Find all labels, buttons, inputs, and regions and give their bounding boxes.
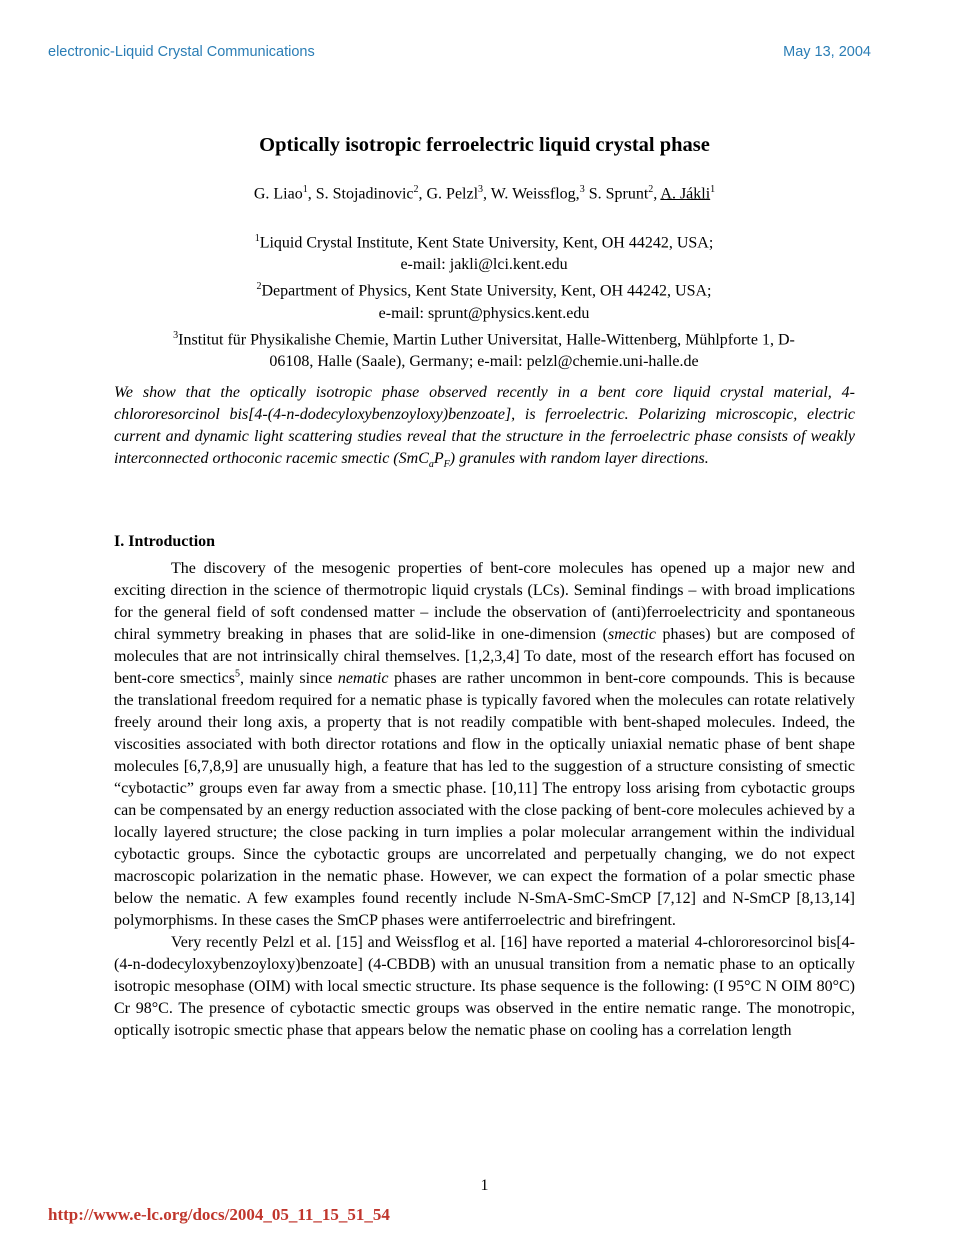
abstract-subscript: a	[428, 459, 434, 471]
italic-term: nematic	[337, 670, 389, 687]
author-affil-marker: 3	[478, 184, 484, 195]
text-run: , mainly since	[240, 670, 338, 687]
affil-text: Liquid Crystal Institute, Kent State University, Kent, OH 44242, USA;	[259, 234, 714, 252]
affiliation-3	[112, 325, 856, 351]
section-heading: I. Introduction	[114, 533, 216, 550]
abstract-text: We show that the optically isotropic phase observed recently in a bent core liquid crystal material, 4-chlororesorcinol bis[4-(4-n-dodecyloxybenzoyloxy)benzoate], is ferroelectric. Polarizing microscopic, electric current and dynamic light scattering studies reveal that the structure in the ferroelectric phase consists of weakly interconnected orthoconic racemic smectic (SmC	[114, 384, 855, 467]
abstract-text: ) granules with random layer directions.	[449, 450, 709, 467]
author-name: , S. Stojadinovic	[307, 185, 414, 203]
body-text	[114, 558, 855, 1042]
author-name: , G. Pelzl	[418, 185, 479, 203]
author-affil-marker: 3	[579, 184, 585, 195]
page-number: 1	[480, 1177, 489, 1194]
text-run: The discovery of the mesogenic properties of bent-core molecules has opened up a major new and exciting direction in the science of thermotropic liquid crystals (LCs). Seminal findings – with broad implications for the general field of soft condensed matter – include the observation of (anti)ferroelectricity and spontaneous chiral symmetry breaking in phases that are solid-like in one-dimension (	[114, 560, 855, 643]
abstract-text: P	[433, 450, 444, 467]
corresponding-author: A. Jákli	[660, 185, 711, 203]
affil-marker: 1	[254, 233, 260, 244]
author-name: G. Liao	[253, 185, 303, 203]
affiliation-3-cont: 06108, Halle (Saale), Germany; e-mail: pelzl@chemie.uni-halle.de	[269, 352, 699, 370]
paragraph	[114, 558, 855, 932]
affiliation-2-email: e-mail: sprunt@physics.kent.edu	[378, 304, 590, 322]
document-url[interactable]: http://www.e-lc.org/docs/2004_05_11_15_51_54	[48, 1205, 390, 1224]
affil-marker: 2	[256, 281, 262, 293]
text-run: Very recently Pelzl et al. [15] and Weissflog et al. [16] have reported a material 4-chlororesorcinol bis[4-(4-n-dodecyloxybenzoyloxy)benzoate] (4-CBDB) with an unusual transition from a nematic phase to an optically isotropic mesophase (OIM) with local smectic structure. Its phase sequence is the following: (I 95°C N OIM 80°C) Cr 98°C. The presence of cybotactic smectic groups was observed in the entire nematic range. The monotropic, optically isotropic smectic phase that appears below the nematic phase on cooling has a correlation length	[114, 934, 855, 1039]
author-affil-marker: 2	[413, 184, 419, 195]
affil-text: Institut für Physikalishe Chemie, Martin Luther Universitat, Halle-Wittenberg, Mühlpforte 1, D-	[178, 330, 795, 348]
author-affil-marker: 1	[302, 184, 308, 195]
paragraph	[114, 932, 855, 1042]
affil-text: Department of Physics, Kent State University, Kent, OH 44242, USA;	[261, 282, 712, 300]
affiliation-1-email: e-mail: jakli@lci.kent.edu	[400, 256, 568, 274]
author-affil-marker: 2	[648, 184, 654, 195]
affil-marker: 3	[173, 329, 179, 341]
text-run: phases) but are composed of molecules that are not intrinsically chiral themselves. [1,2,3,4] To date, most of the research effort has focused on bent-core smectics	[114, 626, 855, 687]
abstract-subscript: F	[443, 459, 450, 471]
author-name: S. Sprunt	[584, 185, 649, 203]
author-name: , W. Weissflog,	[483, 185, 580, 203]
abstract	[114, 382, 855, 476]
affiliation-1	[112, 228, 856, 254]
journal-name: electronic-Liquid Crystal Communications	[48, 44, 315, 60]
publication-date: May 13, 2004	[783, 44, 871, 60]
affiliation-2	[112, 276, 856, 302]
author-separator: ,	[653, 185, 661, 203]
text-run: phases are rather uncommon in bent-core compounds. This is because the translational freedom required for a nematic phase is typically favored when the molecules can rotate relatively freely around their long axis, a property that is not readily compatible with bent-shaped molecules. Indeed, the viscosities associated with both director rotations and flow in the optically uniaxial nematic phase of bent shape molecules [6,7,8,9] are unusually high, a feature that has led to the suggestion of a structure consisting of smectic “cybotactic” groups even far away from a smectic phase. [10,11] The entropy loss arising from cybotactic groups can be compensated by an energy reduction associated with the close packing of bent-core molecules achieved by a locally layered structure; the close packing in turn implies a polar molecular arrangement within the individual cybotactic groups. Since the cybotactic groups are uncorrelated and perpetually changing, we do not expect macroscopic polarization in the nematic phase. However, we can expect the formation of a polar smectic phase below the nematic. A few examples found recently include N-SmA-SmC-SmCP [7,12] and N-SmCP [8,13,14] polymorphisms. In these cases the SmCP phases were antiferroelectric and birefringent.	[114, 670, 856, 929]
reference-superscript: 5	[235, 668, 240, 680]
author-affil-marker: 1	[710, 184, 716, 195]
author-list	[0, 184, 969, 203]
paper-title: Optically isotropic ferroelectric liquid crystal phase	[259, 134, 710, 156]
affiliations	[112, 228, 856, 373]
italic-term: smectic	[608, 626, 656, 643]
